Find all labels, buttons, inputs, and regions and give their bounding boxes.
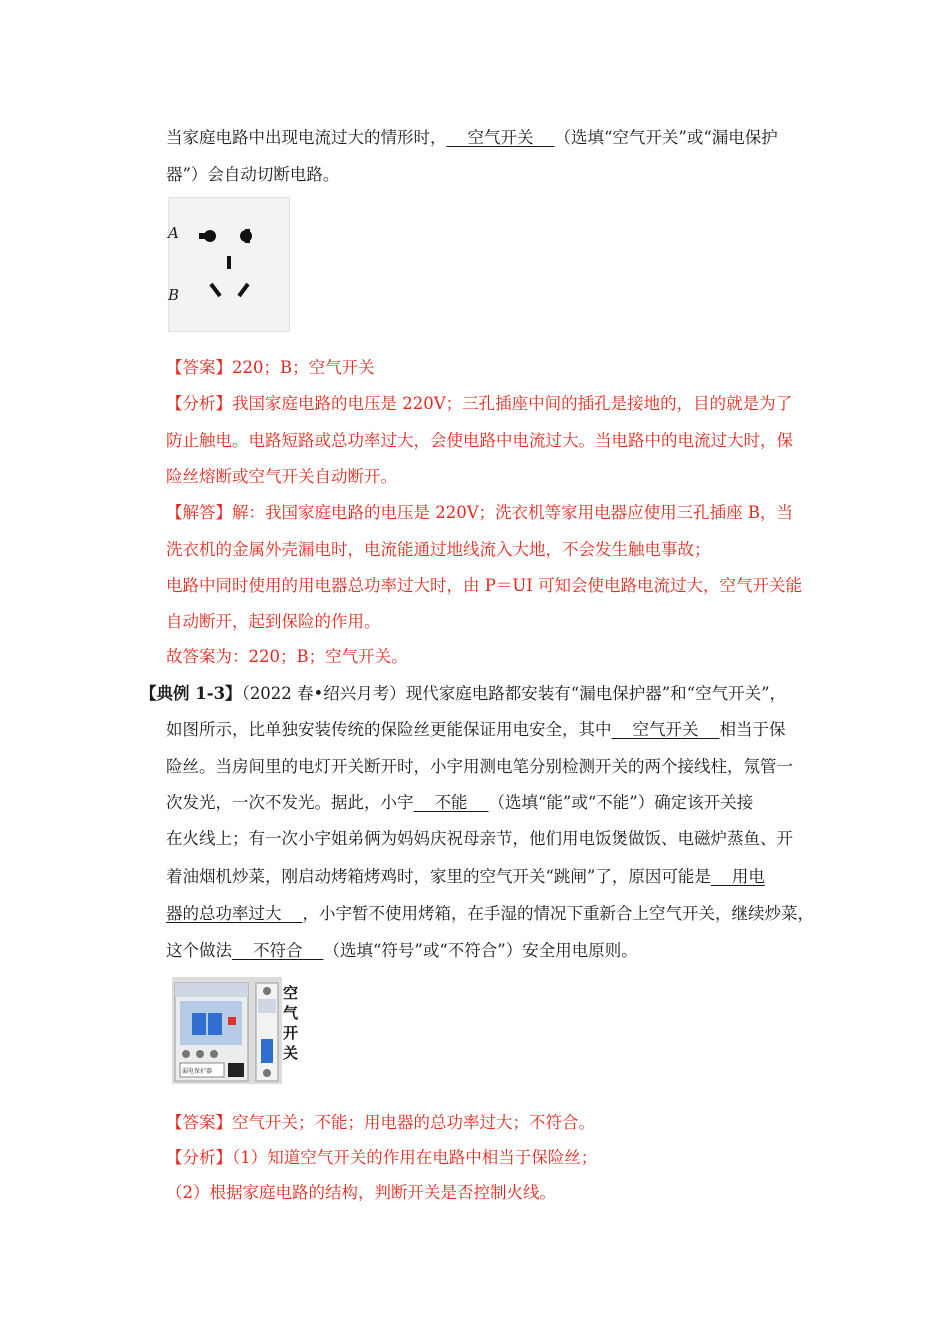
socket-figure: [168, 197, 290, 332]
answer-line: [166, 1112, 595, 1134]
analysis-line: 险丝熔断或空气开关自动断开。: [166, 467, 397, 486]
solution-line: [166, 502, 793, 524]
caption-char: 关: [283, 1044, 299, 1062]
answer-tag: 【答案】: [166, 1113, 232, 1132]
socket-label-b: B: [168, 286, 180, 304]
example-text: ，小宇暂不使用烤箱，在手湿的情况下重新合上空气开关，继续炒菜，: [302, 904, 814, 923]
example-text: 如图所示，比单独安装传统的保险丝更能保证用电安全，其中: [166, 720, 612, 739]
example-text: 相当于保: [719, 720, 786, 739]
analysis-line: 防止触电。电路短路或总功率过大，会使电路中电流过大。当电路中的电流过大时，保: [166, 431, 793, 450]
question-text: 当家庭电路中出现电流过大的情形时，: [166, 128, 447, 147]
answer-blank: 空气开关: [446, 128, 555, 147]
example-line: 险丝。当房间里的电灯开关断开时，小宇用测电笔分别检测开关的两个接线柱，氖管一: [166, 757, 793, 776]
answer-text: 220；B；空气开关: [232, 358, 375, 377]
question-line: 器”）会自动切断电路。: [166, 165, 340, 184]
analysis-tag: 【分析】: [166, 394, 232, 413]
answer-blank: 空气开关: [611, 720, 720, 739]
solution-tag: 【解答】: [166, 503, 232, 522]
example-line: 在火线上；有一次小宇姐弟俩为妈妈庆祝母亲节，他们用电饭煲做饭、电磁炉蒸鱼、开: [166, 829, 793, 848]
solution-line: 电路中同时使用的用电器总功率过大时，由 P＝UI 可知会使电路电流过大，空气开关能: [166, 576, 803, 595]
example-line: [166, 792, 753, 814]
question-line: [166, 127, 778, 149]
answer-blank: 不能: [413, 793, 489, 812]
caption-char: 空: [283, 984, 299, 1002]
question-text: （选填“空气开关”或“漏电保护: [554, 128, 778, 147]
answer-blank: 不符合: [232, 941, 324, 960]
solution-line: 自动断开，起到保险的作用。: [166, 612, 381, 631]
analysis-line: [166, 393, 792, 415]
example-text: 着油烟机炒菜，刚启动烤箱烤鸡时，家里的空气开关“跳闸”了，原因可能是: [166, 867, 711, 886]
analysis-line: [166, 1147, 597, 1169]
example-line: [140, 683, 786, 705]
caption-char: 开: [283, 1024, 299, 1042]
answer-line: [166, 357, 375, 379]
breaker-panel-label: 漏电保护器: [182, 1068, 213, 1075]
analysis-line: （2）根据家庭电路的结构，判断开关是否控制火线。: [166, 1183, 556, 1202]
example-line: [166, 940, 638, 962]
example-text: 这个做法: [166, 941, 232, 960]
socket-drawing: [169, 198, 289, 331]
final-answer-line: 故答案为：220；B；空气开关。: [166, 647, 408, 666]
solution-text: 解：我国家庭电路的电压是 220V；洗衣机等家用电器应使用三孔插座 B，当: [232, 503, 794, 522]
breaker-caption: [283, 983, 301, 1063]
example-text: （选填“能”或“不能”）确定该开关接: [488, 793, 754, 812]
answer-blank: 器的总功率过大: [166, 904, 303, 923]
example-line: [166, 866, 765, 888]
socket-label-a: A: [168, 224, 179, 242]
example-line: [166, 903, 814, 925]
example-text: 次发光，一次不发光。据此，小宇: [166, 793, 414, 812]
caption-char: 气: [283, 1004, 299, 1022]
example-text: （选填“符号”或“不符合”）安全用电原则。: [323, 941, 638, 960]
analysis-text: （1）知道空气开关的作用在电路中相当于保险丝；: [232, 1148, 598, 1167]
example-line: [166, 719, 785, 741]
example-text: （2022 春•绍兴月考）现代家庭电路都安装有“漏电保护器”和“空气开关”，: [241, 684, 787, 703]
answer-blank: 用电: [710, 867, 765, 886]
answer-text: 空气开关；不能；用电器的总功率过大；不符合。: [232, 1113, 595, 1132]
example-tag: 【典例 1-3】: [140, 684, 242, 703]
analysis-text: 我国家庭电路的电压是 220V；三孔插座中间的插孔是接地的，目的就是为了: [232, 394, 793, 413]
breaker-figure: [172, 977, 282, 1084]
analysis-tag: 【分析】: [166, 1148, 232, 1167]
answer-tag: 【答案】: [166, 358, 232, 377]
solution-line: 洗衣机的金属外壳漏电时，电流能通过地线流入大地，不会发生触电事故；: [166, 540, 711, 559]
